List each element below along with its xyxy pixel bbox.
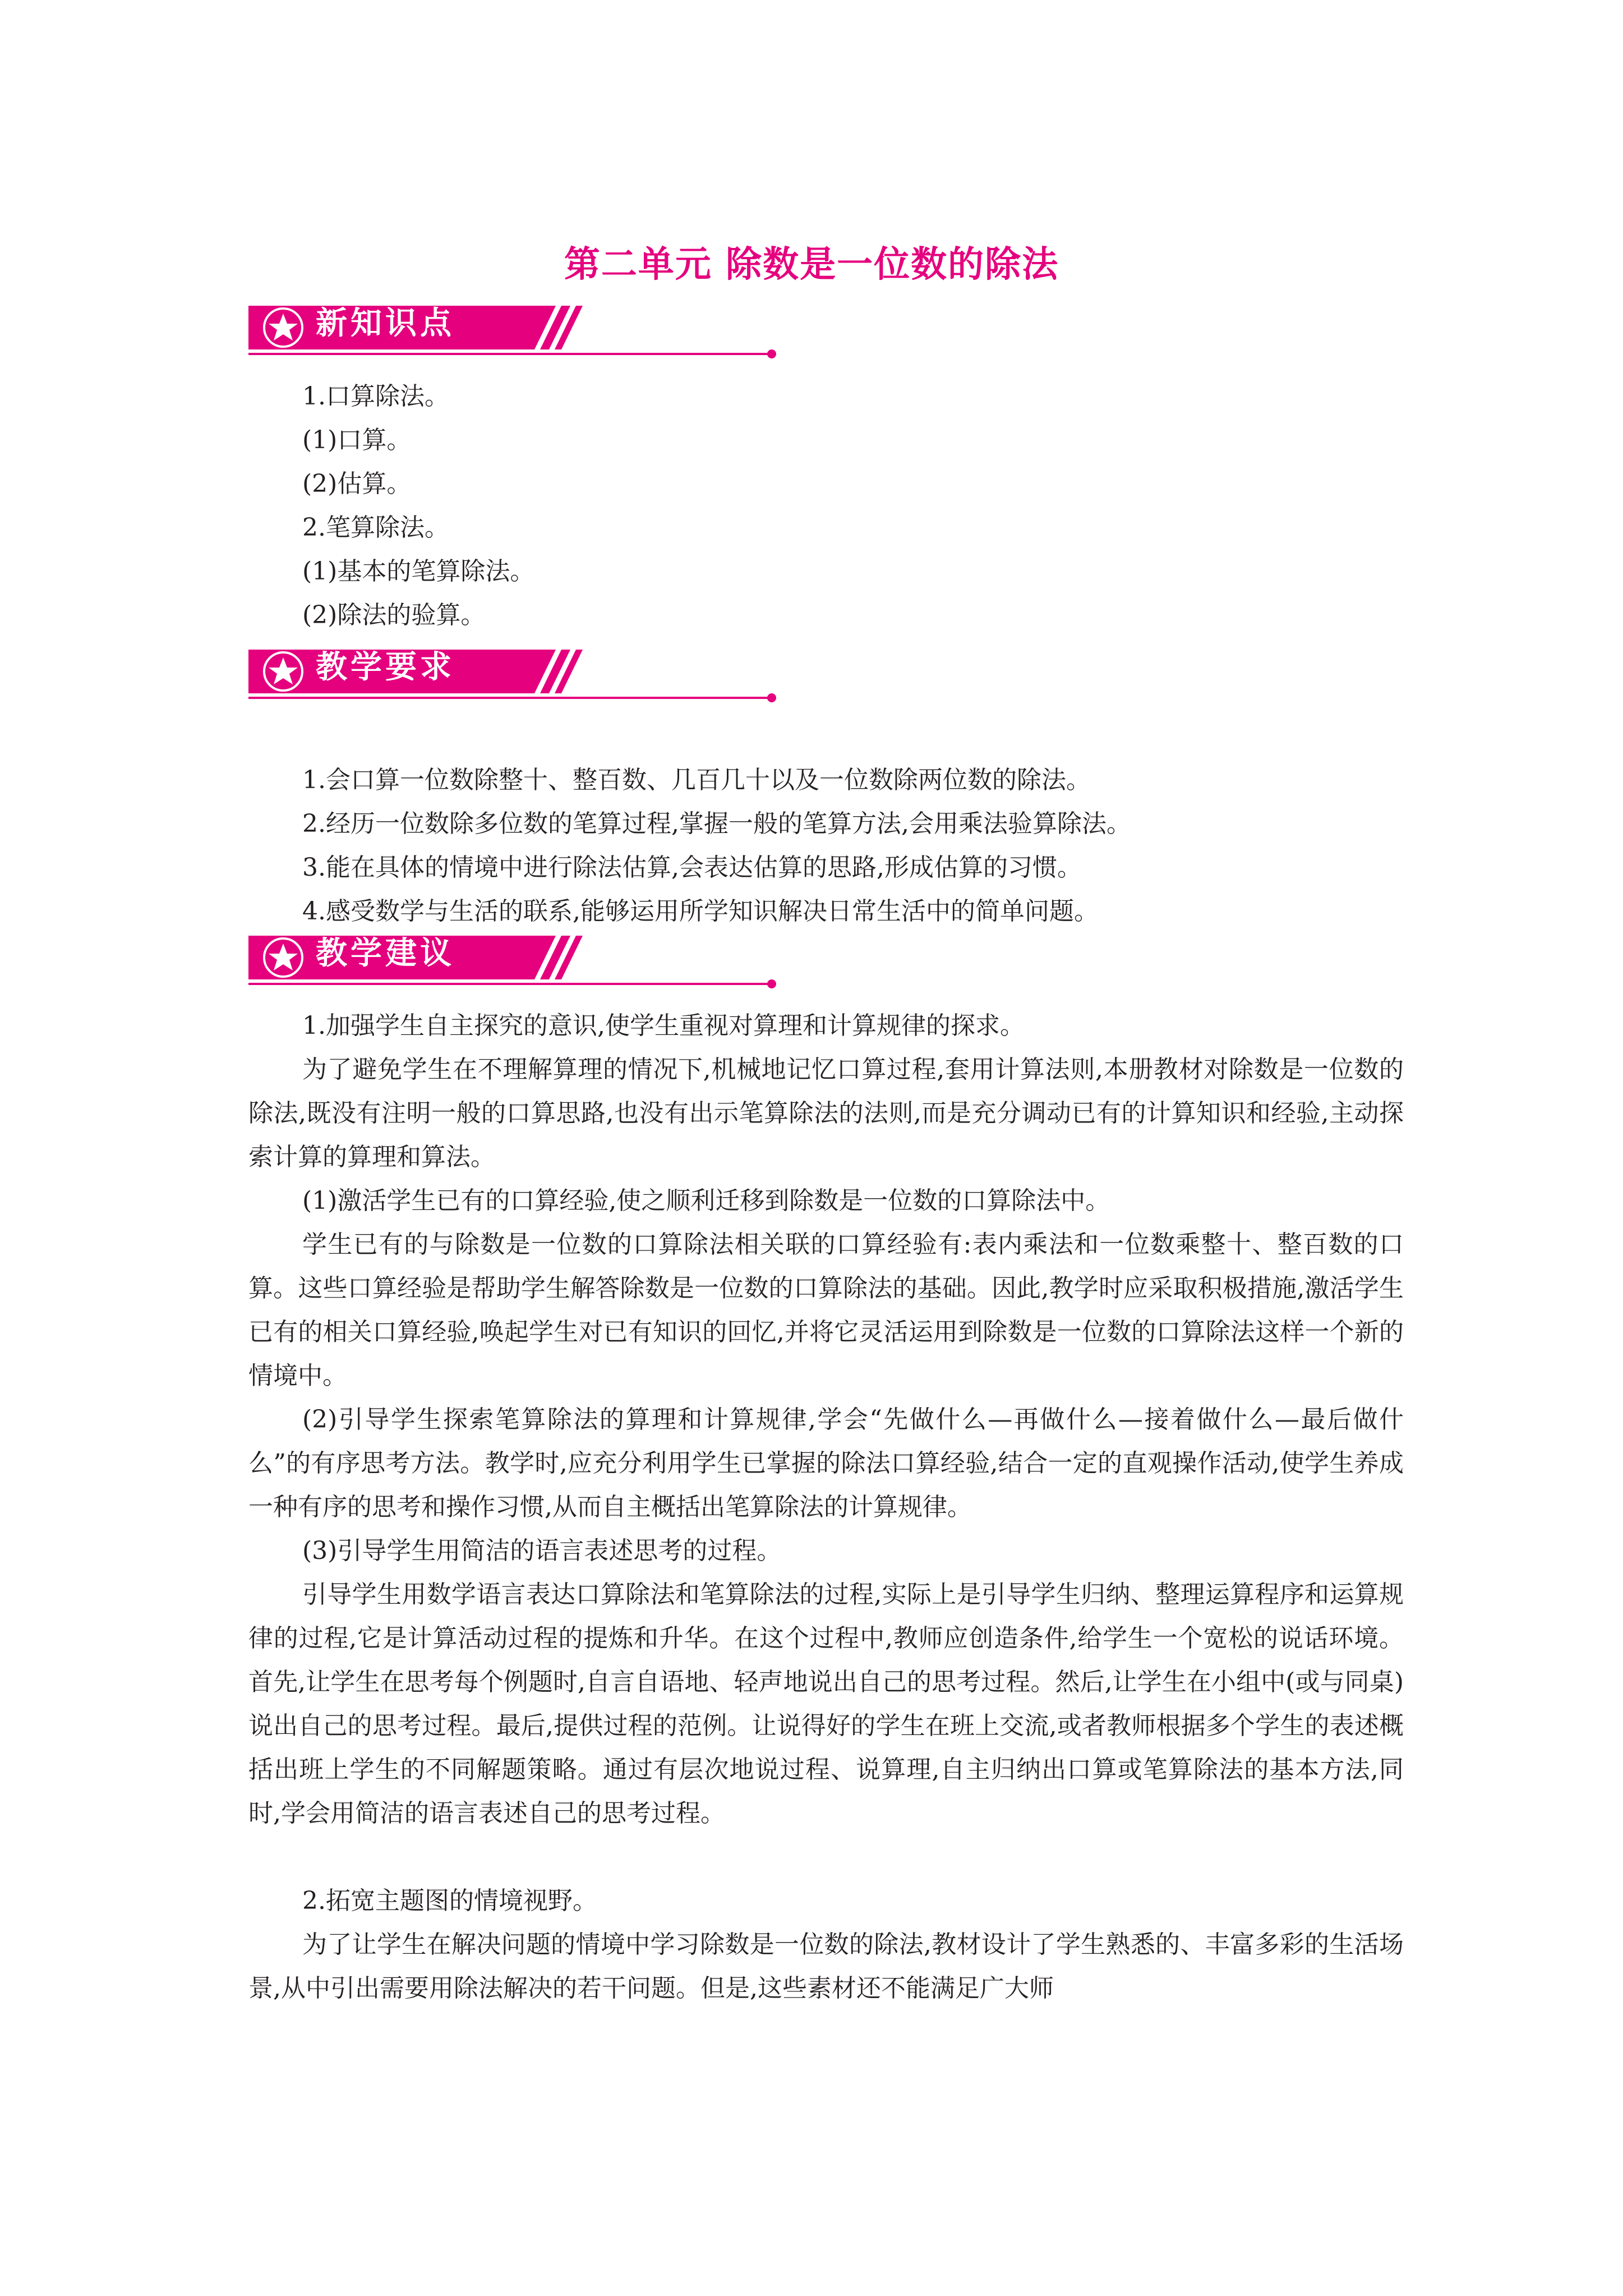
paragraph: 引导学生用数学语言表达口算除法和笔算除法的过程,实际上是引导学生归纳、整理运算程序和运算规律的过程,它是计算活动过程的提炼和升华。在这个过程中,教师应创造条件,给学生一个宽松的说话环境。首先,让学生在思考每个例题时,自言自语地、轻声地说出自己的思考过程。然后,让学生在小组中(或与同桌)说出自己的思考过程。最后,提供过程的范例。让说得好的学生在班上交流,或者教师根据多个学生的表述概括出班上学生的不同解题策略。通过有层次地说过程、说算理,自主归纳出口算或笔算除法的基本方法,同时,学会用简洁的语言表述自己的思考过程。 [248, 1580, 1404, 1828]
list-item: (2)估算。 [302, 470, 412, 498]
section-body-teaching-suggestions [248, 1004, 1404, 2010]
paragraph: 为了避免学生在不理解算理的情况下,机械地记忆口算过程,套用计算法则,本册教材对除数是一位数的除法,既没有注明一般的口算思路,也没有出示笔算除法的法则,而是充分调动已有的计算知识和经验,主动探索计算的算理和算法。 [248, 1055, 1404, 1171]
paragraph: 为了让学生在解决问题的情境中学习除数是一位数的除法,教材设计了学生熟悉的、丰富多彩的生活场景,从中引出需要用除法解决的若干问题。但是,这些素材还不能满足广大师 [248, 1930, 1404, 2003]
section-body-new-knowledge [248, 375, 1404, 637]
list-item: 1.会口算一位数除整十、整百数、几百几十以及一位数除两位数的除法。 [302, 766, 1091, 794]
page-title: 第二单元 除数是一位数的除法 [564, 244, 1059, 286]
section-header-teaching-requirements [248, 644, 781, 708]
paragraph: 1.加强学生自主探究的意识,使学生重视对算理和计算规律的探求。 [302, 1011, 1025, 1040]
paragraph: 学生已有的与除数是一位数的口算除法相关联的口算经验有:表内乘法和一位数乘整十、整百数的口算。这些口算经验是帮助学生解答除数是一位数的口算除法的基础。因此,教学时应采取积极措施,激活学生已有的相关口算经验,唤起学生对已有知识的回忆,并将它灵活运用到除数是一位数的口算除法这样一个新的情境中。 [248, 1230, 1404, 1390]
section-header-teaching-suggestions [248, 930, 781, 995]
section-body-teaching-requirements [248, 758, 1404, 933]
star-icon [261, 650, 306, 694]
star-icon [261, 306, 306, 351]
list-item: (1)口算。 [302, 426, 412, 454]
list-item: 1.口算除法。 [302, 382, 449, 411]
paragraph: (1)激活学生已有的口算经验,使之顺利迁移到除数是一位数的口算除法中。 [302, 1186, 1110, 1215]
section-label: 教学建议 [316, 935, 455, 972]
list-item: (2)除法的验算。 [302, 601, 486, 629]
paragraph: 2.拓宽主题图的情境视野。 [302, 1887, 597, 1915]
section-label: 新知识点 [316, 305, 455, 342]
section-header-new-knowledge [248, 300, 781, 365]
list-item: (1)基本的笔算除法。 [302, 557, 535, 586]
list-item: 2.笔算除法。 [302, 513, 449, 542]
paragraph: (2)引导学生探索笔算除法的算理和计算规律,学会“先做什么—再做什么—接着做什么—最后做什么”的有序思考方法。教学时,应充分利用学生已掌握的除法口算经验,结合一定的直观操作活动,使学生养成一种有序的思考和操作习惯,从而自主概括出笔算除法的计算规律。 [248, 1405, 1404, 1521]
section-label: 教学要求 [316, 649, 455, 685]
paragraph: (3)引导学生用简洁的语言表述思考的过程。 [302, 1536, 782, 1565]
list-item: 4.感受数学与生活的联系,能够运用所学知识解决日常生活中的简单问题。 [302, 897, 1099, 926]
list-item: 3.能在具体的情境中进行除法估算,会表达估算的思路,形成估算的习惯。 [302, 853, 1082, 882]
star-icon [261, 936, 306, 981]
list-item: 2.经历一位数除多位数的笔算过程,掌握一般的笔算方法,会用乘法验算除法。 [302, 809, 1131, 838]
